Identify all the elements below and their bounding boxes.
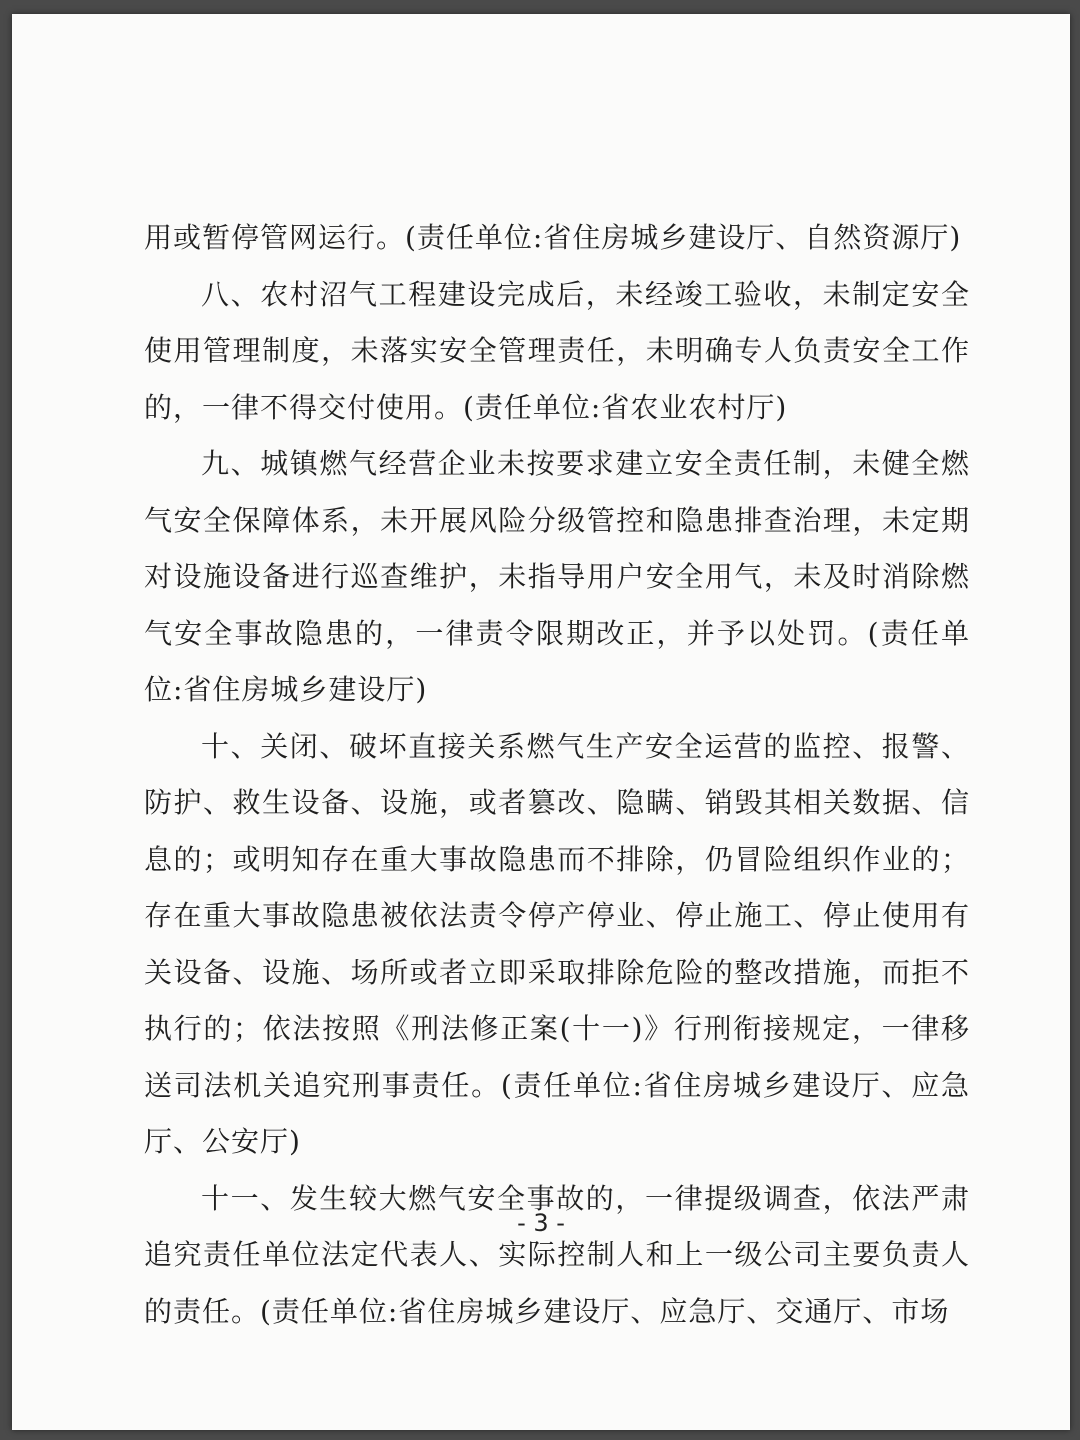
paragraph-item-9: 九、城镇燃气经营企业未按要求建立安全责任制，未健全燃气安全保障体系，未开展风险分级管控和隐患排查治理，未定期对设施设备进行巡查维护，未指导用户安全用气，未及时消除燃气安全事故隐患的，一律责令限期改正，并予以处罚。(责任单位:省住房城乡建设厅) [144,447,970,706]
paragraph-item-10: 十、关闭、破坏直接关系燃气生产安全运营的监控、报警、防护、救生设备、设施，或者篡改、隐瞒、销毁其相关数据、信息的；或明知存在重大事故隐患而不排除，仍冒险组织作业的；存在重大事故隐患被依法责令停产停业、停止施工、停止使用有关设备、设施、场所或者立即采取排除危险的整改措施，而拒不执行的；依法按照《刑法修正案(十一)》行刑衔接规定，一律移送司法机关追究刑事责任。(责任单位:省住房城乡建设厅、应急厅、公安厅) [144,729,970,1158]
paragraph-item-8: 八、农村沼气工程建设完成后，未经竣工验收，未制定安全使用管理制度，未落实安全管理责任，未明确专人负责安全工作的，一律不得交付使用。(责任单位:省农业农村厅) [144,277,970,424]
page-number: - 3 - [517,1209,565,1237]
document-body [144,210,970,1340]
document-page [12,14,1070,1430]
paragraph-continuation: 用或暂停管网运行。(责任单位:省住房城乡建设厅、自然资源厅) [144,221,962,254]
paragraph-item-11: 十一、发生较大燃气安全事故的，一律提级调查，依法严肃追究责任单位法定代表人、实际控制人和上一级公司主要负责人的责任。(责任单位:省住房城乡建设厅、应急厅、交通厅、市场 [144,1181,970,1328]
